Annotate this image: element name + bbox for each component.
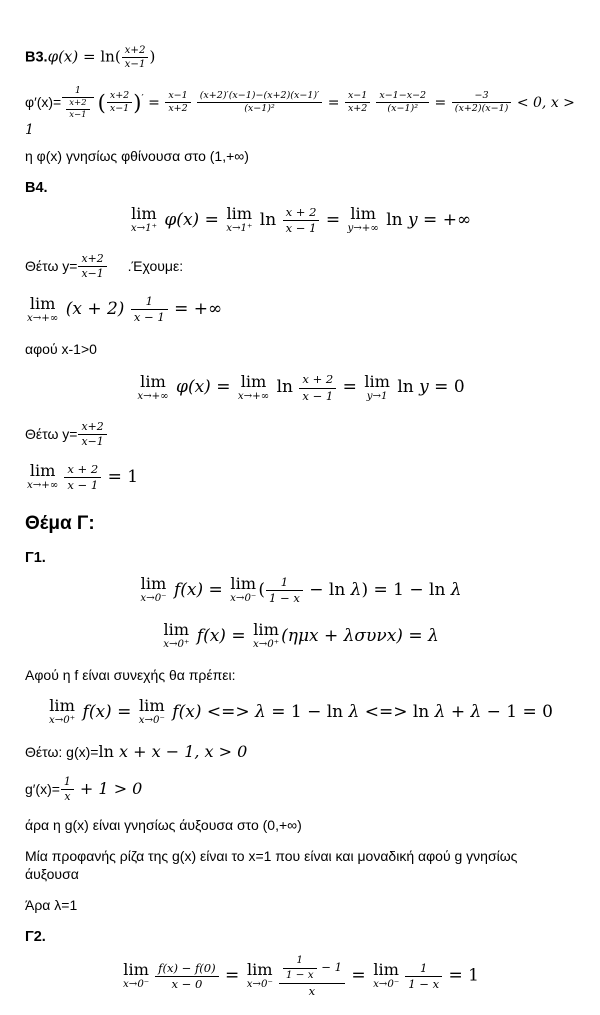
limit-word: lim — [140, 574, 167, 594]
fraction — [266, 575, 303, 606]
limit-subscript: y→+∞ — [347, 223, 379, 235]
limit-word: lim — [226, 204, 253, 224]
limit-word: lim — [140, 371, 166, 391]
text-run: g′(x)= — [25, 781, 60, 798]
b3-derivative-line — [25, 85, 575, 139]
math-run: λ — [255, 701, 266, 722]
limit-word: lim — [49, 695, 75, 715]
c1-g-definition-line — [25, 742, 575, 762]
math-run: (x + 2) — [60, 299, 130, 320]
math-run: = 1 − ln — [265, 701, 349, 722]
fraction-numerator: x+2 — [78, 420, 106, 435]
math-run: λ — [427, 625, 439, 646]
limit-operator — [237, 371, 270, 403]
label-run: Γ1. — [25, 549, 46, 566]
fraction-numerator: x−1−x−2 — [376, 90, 429, 103]
fraction — [122, 44, 149, 72]
math-run: = 1 — [443, 966, 479, 987]
b4-aux-limit-2-equation — [25, 462, 575, 493]
fraction-numerator: 1 — [405, 961, 442, 977]
math-run: = — [210, 377, 236, 398]
fraction-numerator: 1 — [61, 775, 74, 790]
math-run: ln — [271, 377, 299, 398]
math-run: = — [111, 701, 137, 722]
b4-limit-at-inf-equation — [25, 372, 575, 403]
limit-subscript: x→0⁺ — [49, 714, 76, 726]
limit-operator — [247, 962, 273, 991]
c2-derivative-limit-equation — [25, 954, 575, 998]
limit-subscript: x→1⁺ — [130, 223, 157, 235]
math-run: = — [143, 94, 165, 111]
fraction-denominator: x − 1 — [67, 477, 99, 492]
math-run: <=> — [201, 701, 256, 722]
c1-left-limit-equation — [25, 575, 575, 606]
fraction-numerator: x+2 — [66, 98, 89, 110]
limit-operator — [49, 695, 76, 727]
text-run: φ′(x)= — [25, 93, 62, 110]
limit-operator — [230, 576, 256, 605]
math-run: φ(x) — [159, 210, 200, 231]
fraction-numerator — [279, 954, 345, 983]
fraction-denominator: 1 − x — [268, 590, 300, 605]
limit-subscript: y→1 — [366, 390, 388, 402]
limit-word: lim — [364, 371, 390, 391]
math-run: = — [320, 210, 346, 231]
math-run: φ(x) — [47, 47, 79, 66]
text-run: αφού x-1>0 — [25, 341, 97, 358]
fraction — [64, 462, 101, 493]
math-run: = — [199, 210, 225, 231]
limit-subscript: x→0⁻ — [246, 979, 273, 991]
fraction-numerator: x+2 — [78, 252, 106, 267]
math-run: ln — [98, 742, 119, 762]
fraction-denominator: x+2 — [168, 103, 188, 115]
math-run: = +∞ — [168, 299, 223, 320]
c1-g-increasing-line — [25, 817, 575, 835]
fraction-numerator: f(x) − f(0) — [155, 961, 218, 977]
fraction — [61, 775, 74, 804]
superscript-prime: ′ — [141, 92, 144, 104]
limit-word: lim — [253, 619, 279, 639]
fraction — [283, 954, 317, 982]
fraction-numerator: 1 — [266, 575, 303, 591]
fraction — [62, 85, 93, 122]
fraction — [78, 420, 106, 449]
math-run: <=> ln — [359, 701, 435, 722]
limit-word: lim — [29, 461, 56, 480]
c2-section-label — [25, 928, 575, 946]
fraction-denominator: (x+2)(x−1) — [454, 103, 509, 115]
fraction — [299, 372, 336, 403]
text-run: η φ(x) γνησίως φθίνουσα στο (1,+∞) — [25, 148, 249, 165]
math-run: = — [203, 579, 229, 600]
theme-c-heading — [25, 513, 575, 535]
b4-substitution-1-line — [25, 252, 575, 281]
text-run: άρα η g(x) είναι γνησίως άυξουσα στο (0,+∞) — [25, 817, 302, 834]
math-run: = — [346, 966, 372, 987]
limit-word: lim — [163, 619, 190, 639]
b4-aux-limit-1-equation — [25, 294, 575, 325]
limit-operator — [348, 206, 379, 235]
limit-subscript: x→0⁻ — [230, 593, 257, 605]
big-paren: ( — [97, 90, 106, 115]
fraction-numerator: x+2 — [122, 44, 149, 58]
fraction — [376, 90, 429, 116]
limit-subscript: x→0⁻ — [373, 979, 400, 991]
c1-lambda-result-line — [25, 897, 575, 915]
fraction — [66, 98, 89, 121]
fraction — [405, 961, 442, 992]
fraction-denominator: x+2 — [347, 103, 368, 115]
limit-subscript: x→1⁺ — [226, 223, 253, 235]
fraction-denominator: x−1 — [81, 267, 104, 281]
limit-operator — [253, 619, 280, 651]
fraction-denominator: (x−1)² — [244, 103, 275, 115]
fraction-denominator: x — [308, 983, 316, 998]
b4-since-line — [25, 341, 575, 359]
math-run: (ημx + λσυνx) — [281, 625, 403, 646]
math-run: + 1 > 0 — [74, 779, 143, 799]
b4-limit-at-1-equation — [25, 205, 575, 236]
fraction-numerator: x + 2 — [299, 372, 336, 388]
text-run: Θέτω y= — [25, 425, 78, 442]
text-run: Μία προφανής ρίζα της g(x) είναι το x=1 που είναι και μοναδική αφού g γνησίως άυξουσα — [25, 848, 518, 883]
limit-subscript: x→0⁻ — [138, 714, 165, 726]
fraction — [283, 205, 320, 236]
b3-statement-line — [25, 44, 575, 72]
fraction-numerator: 1 — [62, 85, 93, 98]
fraction-numerator: −3 — [452, 90, 512, 103]
fraction-denominator: x − 1 — [133, 310, 165, 325]
limit-operator — [364, 371, 390, 403]
fraction — [131, 294, 168, 325]
fraction-denominator: (x−1)² — [387, 103, 419, 115]
math-run: λ — [350, 579, 362, 600]
fraction — [78, 252, 106, 281]
limit-operator — [131, 206, 157, 235]
fraction-denominator: x − 1 — [285, 221, 317, 236]
fraction-denominator — [62, 98, 93, 121]
math-run: ( — [258, 579, 265, 600]
big-paren: ) — [133, 90, 142, 115]
math-run: f(x) — [77, 701, 112, 722]
limit-subscript: x→0⁻ — [140, 593, 167, 605]
math-run: λ — [450, 579, 462, 600]
label-run: Γ2. — [25, 929, 46, 946]
math-run: = 0 — [428, 377, 465, 398]
limit-operator — [373, 962, 399, 991]
limit-word: lim — [230, 574, 257, 594]
limit-subscript: x→+∞ — [27, 312, 59, 324]
limit-subscript: x→0⁺ — [163, 638, 190, 650]
label-run: B4. — [25, 180, 48, 197]
c1-continuity-equation — [25, 695, 575, 727]
limit-operator — [137, 371, 169, 403]
limit-word: lim — [373, 960, 399, 980]
limit-word: lim — [123, 960, 149, 980]
math-run: − ln — [303, 579, 351, 600]
math-run: f(x) — [166, 701, 202, 722]
fraction-numerator: x−1 — [165, 90, 190, 103]
fraction-numerator: x+2 — [107, 90, 132, 103]
limit-subscript: x→+∞ — [237, 390, 270, 402]
limit-word: lim — [29, 293, 56, 313]
limit-word: lim — [131, 204, 157, 224]
math-run: = — [402, 625, 428, 646]
fraction — [197, 90, 323, 116]
math-run: = +∞ — [417, 210, 472, 231]
math-run: λ + λ — [434, 701, 482, 722]
fraction-numerator: 1 — [131, 294, 168, 310]
fraction-denominator: x−1 — [69, 109, 87, 120]
limit-word: lim — [139, 695, 165, 715]
fraction-denominator: 1 − x — [285, 969, 314, 981]
math-run: φ(x) — [170, 377, 211, 398]
math-run: x + x − 1, x > 0 — [118, 742, 248, 762]
b4-substitution-2-line — [25, 420, 575, 449]
fraction-denominator: x−1 — [109, 103, 130, 115]
fraction — [345, 90, 370, 116]
fraction-denominator: x − 1 — [302, 388, 334, 403]
text-run: Αφού η f είναι συνεχής θα πρέπει: — [25, 666, 236, 683]
limit-word: lim — [350, 204, 376, 224]
math-run: = ln( — [78, 47, 121, 66]
b3-conclusion-line — [25, 148, 575, 166]
limit-operator — [27, 463, 58, 492]
limit-word: lim — [246, 960, 273, 980]
b4-section-label — [25, 179, 575, 197]
limit-word: lim — [240, 371, 267, 391]
fraction-numerator: x−1 — [345, 90, 370, 103]
math-run: ) — [149, 47, 156, 66]
limit-subscript: x→+∞ — [137, 390, 169, 402]
c1-section-label — [25, 549, 575, 567]
c1-root-text-line — [25, 848, 575, 884]
fraction — [279, 954, 345, 998]
math-run: = — [219, 966, 245, 987]
math-run: = — [323, 94, 344, 111]
limit-operator — [123, 962, 149, 991]
math-run: ) = 1 − ln — [361, 579, 451, 600]
math-run: − 1 — [317, 960, 342, 975]
math-run: y — [419, 377, 429, 398]
math-run: f(x) — [168, 579, 204, 600]
math-run: < 0, x > 1 — [25, 94, 575, 139]
math-run: ln — [380, 210, 409, 231]
fraction-denominator: x−1 — [81, 434, 104, 448]
limit-operator — [27, 293, 59, 325]
fraction-denominator: x — [64, 790, 71, 804]
math-run: f(x) — [191, 625, 226, 646]
fraction — [155, 961, 218, 992]
math-run: y — [408, 210, 418, 231]
math-run: − 1 = 0 — [481, 701, 553, 722]
fraction — [452, 90, 512, 116]
fraction-denominator: 1 − x — [408, 977, 440, 992]
math-run: ln — [391, 377, 420, 398]
math-run: λ — [348, 701, 360, 722]
label-run: B3. — [25, 49, 48, 66]
text-run: Θέτω: g(x)= — [25, 744, 99, 761]
fraction-numerator: x + 2 — [64, 462, 101, 478]
fraction-numerator: (x+2)′(x−1)−(x+2)(x−1)′ — [197, 90, 323, 103]
limit-operator — [140, 576, 166, 605]
fraction-numerator: x + 2 — [283, 205, 320, 221]
math-run: = — [430, 94, 451, 111]
c1-continuity-text-line — [25, 667, 575, 685]
limit-operator — [138, 695, 165, 727]
limit-subscript: x→0⁻ — [123, 979, 150, 991]
math-run: = 1 — [102, 466, 139, 487]
fraction — [165, 90, 190, 116]
math-run: = — [225, 625, 251, 646]
limit-operator — [163, 619, 190, 651]
math-run: ln — [254, 210, 282, 231]
text-run: Θέτω y= — [25, 258, 78, 275]
fraction-numerator: 1 — [283, 954, 317, 969]
c1-right-limit-equation — [25, 619, 575, 651]
label-run: Θέμα Γ: — [25, 512, 95, 534]
math-run: = — [337, 377, 363, 398]
limit-subscript: x→0⁺ — [253, 638, 280, 650]
limit-subscript: x→+∞ — [27, 479, 59, 491]
c1-g-derivative-line — [25, 775, 575, 804]
fraction — [107, 90, 132, 116]
text-run: .Έχουμε: — [127, 258, 184, 275]
text-run: Άρα λ=1 — [25, 897, 78, 914]
fraction-denominator: x−1 — [124, 59, 146, 71]
limit-operator — [226, 206, 252, 235]
fraction-denominator: x − 0 — [171, 977, 203, 992]
